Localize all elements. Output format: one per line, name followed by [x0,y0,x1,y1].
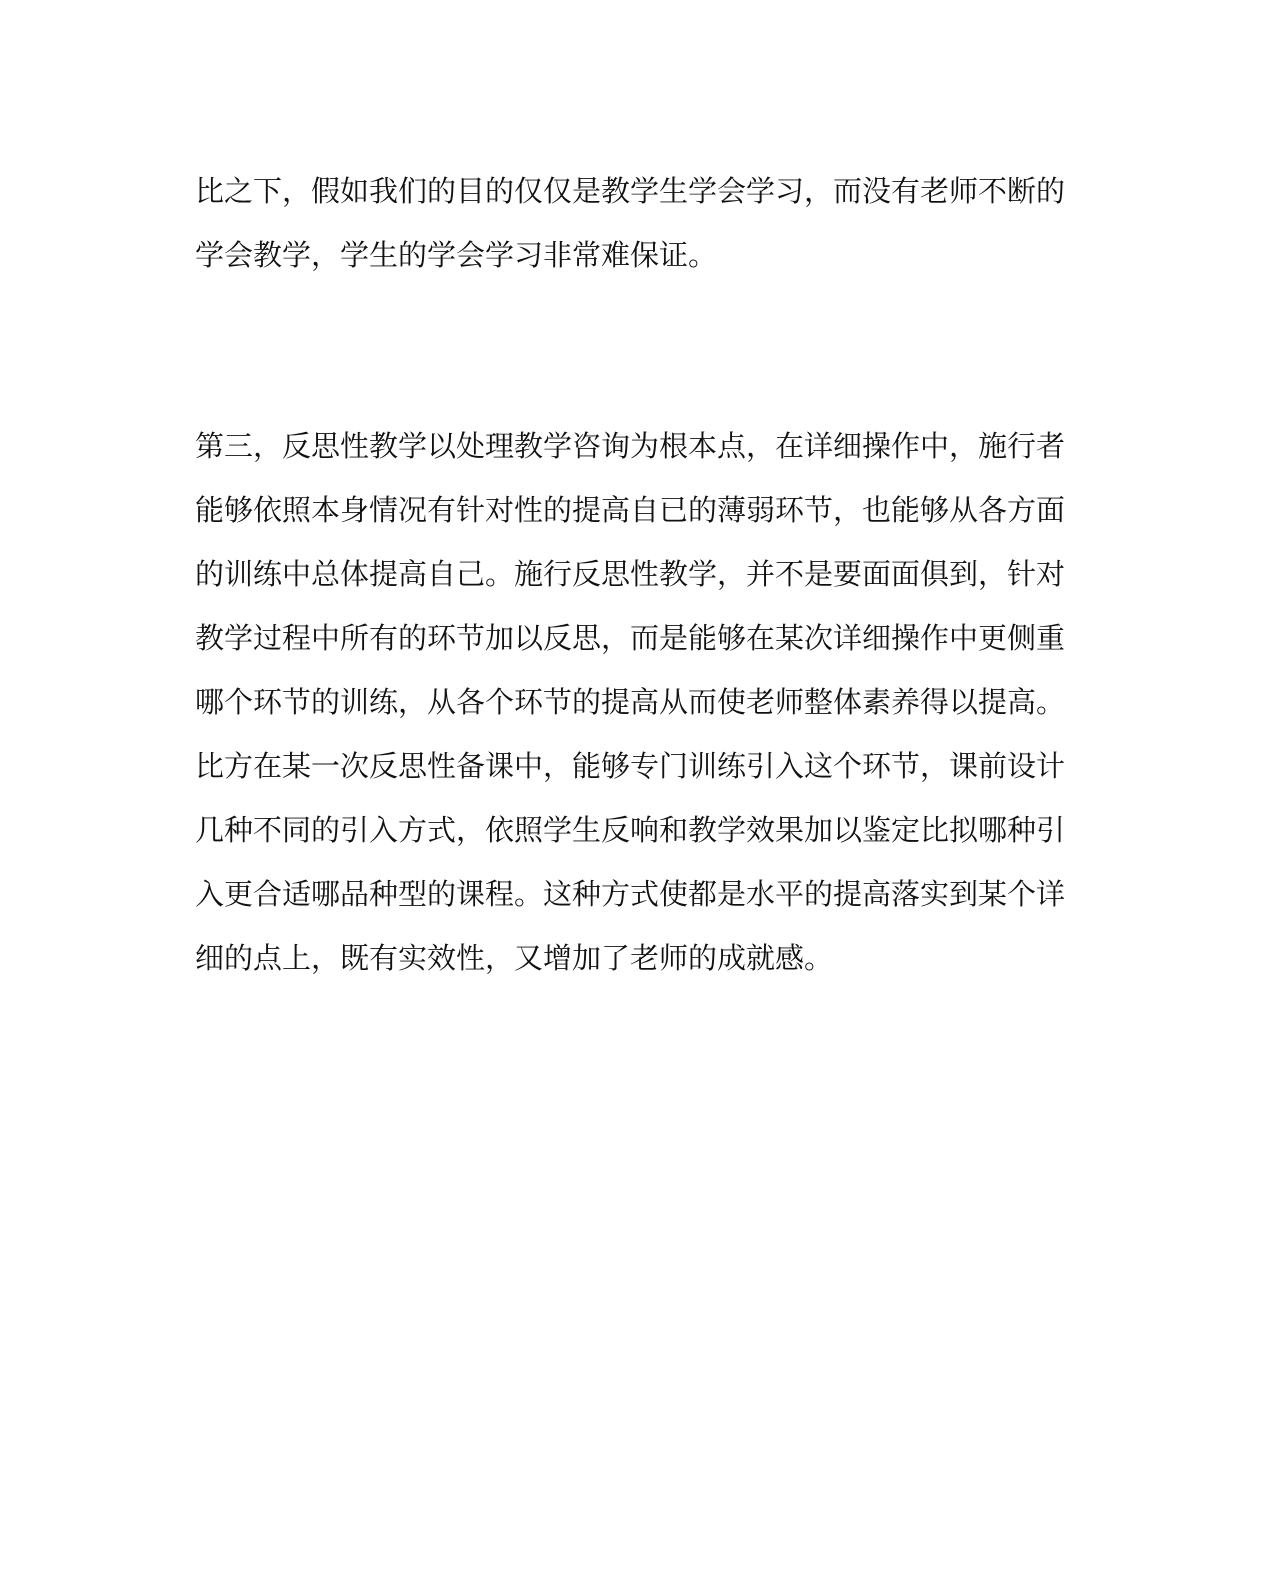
paragraph-2-line-3: 的训练中总体提高自己。施行反思性教学，并不是要面面俱到，针对 [195,557,1066,591]
paragraph-1-line-2: 学会教学，学生的学会学习非常难保证。 [195,238,718,272]
paragraph-2 [195,414,1065,990]
paragraph-2-line-8: 入更合适哪品种型的课程。这种方式使都是水平的提高落实到某个详 [195,877,1066,911]
paragraph-1 [195,159,1065,287]
paragraph-2-line-4: 教学过程中所有的环节加以反思，而是能够在某次详细操作中更侧重 [195,621,1066,655]
paragraph-2-line-9: 细的点上，既有实效性，又增加了老师的成就感。 [195,941,834,975]
paragraph-2-line-1: 第三，反思性教学以处理教学咨询为根本点，在详细操作中，施行者 [195,429,1066,463]
paragraph-2-line-7: 几种不同的引入方式，依照学生反响和教学效果加以鉴定比拟哪种引 [195,813,1066,847]
paragraph-2-line-5: 哪个环节的训练，从各个环节的提高从而使老师整体素养得以提高。 [195,685,1066,719]
paragraph-2-line-6: 比方在某一次反思性备课中，能够专门训练引入这个环节，课前设计 [195,749,1066,783]
paragraph-1-line-1: 比之下，假如我们的目的仅仅是教学生学会学习，而没有老师不断的 [195,174,1066,208]
paragraph-2-line-2: 能够依照本身情况有针对性的提高自已的薄弱环节，也能够从各方面 [195,493,1066,527]
